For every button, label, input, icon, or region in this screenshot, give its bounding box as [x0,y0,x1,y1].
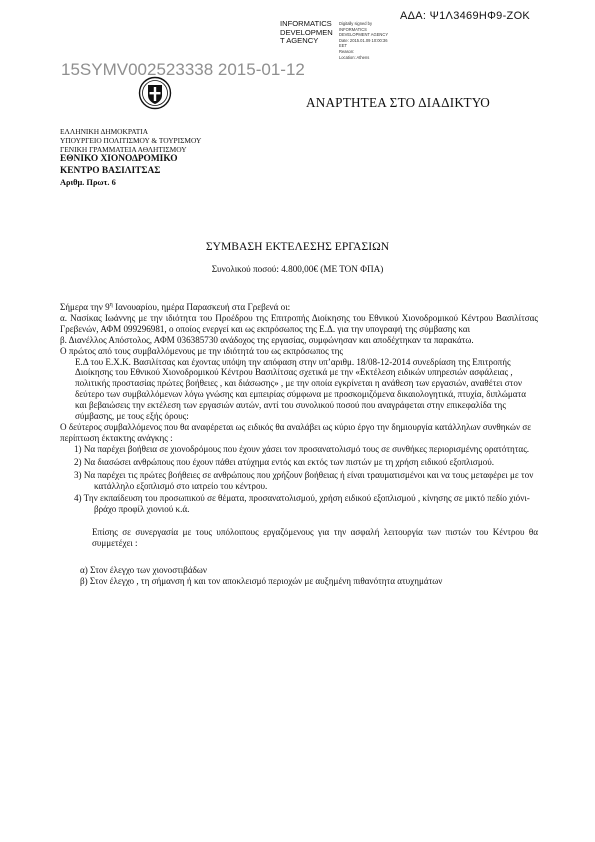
signature-label-line: DEVELOPMEN [280,27,333,37]
signature-detail-line: Location: Athens [339,54,370,60]
organization-name: ΕΘΝΙΚΟ ΧΙΟΝΟΔΡΟΜΙΚΟ [60,154,178,164]
participation-item: α) Στον έλεγχο των χιονοστιβάδων [80,565,207,576]
greek-state-emblem-icon [138,76,172,110]
issuer-header [60,127,201,189]
posted-online-banner: ΑΝΑΡΤΗΤΕΑ ΣΤΟ ΔΙΑΔΙΚΤΥΟ [306,95,491,110]
duty-item: 4) Την εκπαίδευση του προσωπικού σε θέματα, προσανατολισμού, χρήση ειδικού εξοπλισμού , κίνησης σε μικτό πεδίο χιόνι-βράχο προφίλ χιονιού κ.ά. [74,493,530,515]
paragraph: Επίσης σε συνεργασία με τους υπόλοιπους εργαζόμενους για την ασφαλή λειτουργία των πιστών του Κέντρου θα συμμετέχει : [92,527,538,549]
protocol-stamp: 15SYMV002523338 2015-01-12 [61,60,305,79]
document-subtitle: Συνολικού ποσού: 4.800,00€ (ΜΕ ΤΟΝ ΦΠΑ) [211,264,384,274]
signature-detail-line: INFORMATICS [339,26,367,32]
party-a: α. Νασίκας Ιωάννης με την ιδιότητα του Προέδρου της Επιτροπής Διοίκησης του Εθνικού Χιονοδρομικού Κέντρου Βασιλίτσας Γρεβενών, ΑΦΜ 099296981, ο οποίος ενεργεί και ως εκπρόσωπος της Ε.Δ. για την υπογραφή της σύμβασης και [60,312,538,334]
signature-details [339,21,423,60]
header-line: ΕΛΛΗΝΙΚΗ ΔΗΜΟΚΡΑΤΙΑ [60,127,149,136]
signature-detail-line: EET [339,43,347,49]
reference-number: Αριθμ. Πρωτ. 6 [60,178,116,188]
duty-item: 2) Να διασώσει ανθρώπους που έχουν πάθει ατύχημα εντός και εκτός των πιστών με τη χρήση ειδικού εξοπλισμού. [74,456,495,467]
duty-item: 3) Να παρέχει τις πρώτες βοήθειες σε ανθρώπους που χρήζουν βοήθειας ή είναι τραυματισμένοι και να τους μεταφέρει με τον κατάλληλο εξοπλισμό στο ιατρείο του κέντρου. [74,469,534,491]
participation-item: β) Στον έλεγχο , τη σήμανση ή και τον αποκλεισμό περιοχών με αυξημένη πιθανότητα ατυχημάτων [80,575,443,586]
signature-detail-line: Reason: [339,48,355,54]
paragraph: Ο πρώτος από τους συμβαλλόμενους με την ιδιότητά του ως εκπρόσωπος της [60,345,343,356]
header-line: ΥΠΟΥΡΓΕΙΟ ΠΟΛΙΤΙΣΜΟΥ & ΤΟΥΡΙΣΜΟΥ [60,136,202,145]
signature-detail-line: Date: 2015.01.09 10:00:36 [339,37,388,43]
signature-detail-line: Digitally signed by [339,21,372,26]
header-line: ΓΕΝΙΚΗ ΓΡΑΜΜΑΤΕΙΑ ΑΘΛΗΤΙΣΜΟΥ [60,145,187,154]
duty-item: 1) Να παρέχει βοήθεια σε χιονοδρόμους που έχουν χάσει τον προσανατολισμό τους σε συνθήκες περιορισμένης ορατότητας. [74,443,530,454]
signature-detail-line: DEVELOPMENT AGENCY [339,32,389,38]
intro-line: Σήμερα την $9^\eta$ Ιανουαρίου, ημέρα Παρασκευή στα Γρεβενά οι: [60,301,291,312]
ada-number: ΑΔΑ: Ψ1Λ3469ΗΦ9-ΖΟΚ [400,10,531,22]
digital-signature-block [280,20,420,62]
organization-name: ΚΕΝΤΡΟ ΒΑΣΙΛΙΤΣΑΣ [60,165,161,176]
document-title: ΣΥΜΒΑΣΗ ΕΚΤΕΛΕΣΗΣ ΕΡΓΑΣΙΩΝ [205,240,390,253]
party-b: β. Διανέλλος Απόστολος, ΑΦΜ 036385730 ανάδοχος της εργασίας, συμφώνησαν και αποδέχτηκαν τα παρακάτω. [60,334,474,345]
contract-body [60,302,538,587]
signature-label-line: T AGENCY [280,36,319,46]
paragraph: Ε.Δ του Ε.Χ.Κ. Βασιλίτσας και έχοντας υπόψη την απόφαση στην υπ’αριθμ. 18/08-12-2014 συνεδρίαση της Επιτροπής Διοίκησης του Εθνικού Χιονοδρομικού Κέντρου Βασιλίτσας σχετικά με την «Εκτέλεση ειδικών υπηρεσιών ασφάλειας , πολιτικής προστασίας πρώτες βοήθειες , και διάσωσης» , με την οποία εγκρίνεται η ανάθεση των εργασιών, αναθέτει στον δεύτερο των συμβαλλόμενων λόγω γνώσης και εμπειρίας σύμφωνα με προσκομιζόμενα δικαιολογητικά, πτυχία, διπλώματα και βεβαιώσεις την εκτέλεση των εργασιών αυτών, αντί του συνολικού ποσού που αναγράφεται στην επικεφαλίδα της σύμβασης, με τους εξής όρους: [75,356,526,422]
paragraph: Ο δεύτερος συμβαλλόμενος που θα αναφέρεται ως ειδικός θα αναλάβει ως κύριο έργο την δημιουργία κατάλληλων συνθηκών σε περίπτωση έκτακτης ανάγκης : [60,421,532,443]
signature-label [280,20,340,46]
signature-label-line: INFORMATICS [280,19,332,28]
